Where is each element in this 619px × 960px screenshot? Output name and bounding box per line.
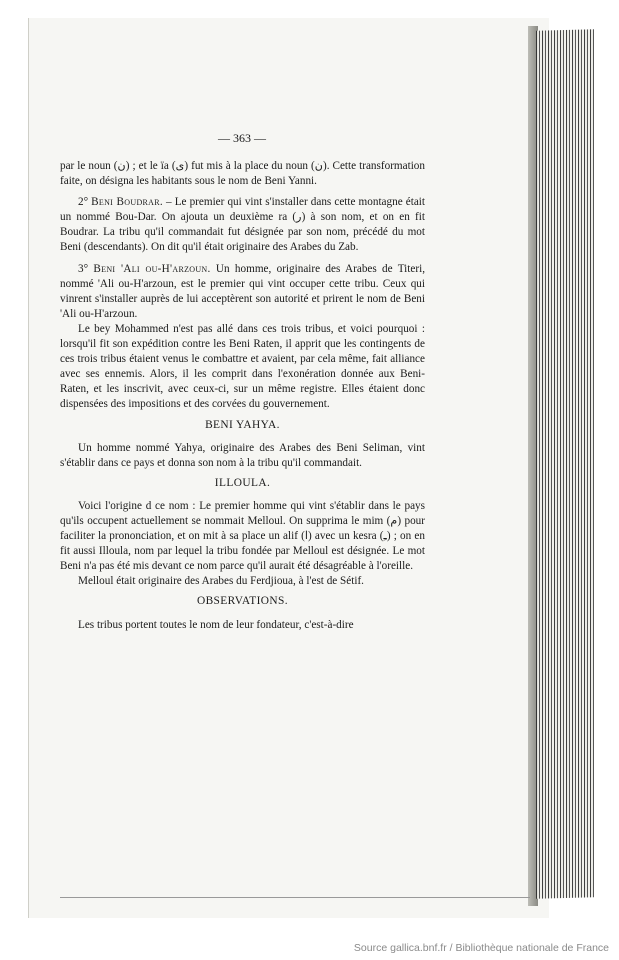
paragraph-6: Voici l'origine d ce nom : Le premier homme qui vint s'établir dans le pays qu'ils occupent actuellement se nommait Melloul. On supprima le mim (م) pour faciliter la prononciation, et on mit à sa place un alif (ا) avec un kesra (ـِ) ; on en fit aussi Illoula, nom par lequel la tribu fondée par Melloul est désignée. Le mot Beni n'a pas été mis devant ce nom parce qu'il aurait été désagréable à l'oreille. bbox=[60, 499, 425, 573]
book-page-edges bbox=[536, 29, 594, 899]
bottom-rule bbox=[60, 897, 530, 898]
section-title-beni-ali: Beni 'Ali ou-H'arzoun. bbox=[93, 262, 211, 275]
heading-beni-yahya: BENI YAHYA. bbox=[205, 418, 280, 431]
paragraph-3 bbox=[60, 262, 425, 322]
section-number-3: 3° bbox=[78, 262, 89, 275]
page-number: — 363 — bbox=[218, 131, 266, 145]
paragraph-2 bbox=[60, 195, 425, 255]
paragraph-7: Melloul était originaire des Arabes du Ferdjioua, à l'est de Sétif. bbox=[78, 575, 364, 588]
section-title-beni-boudrar: Beni Boudrar. bbox=[91, 196, 163, 209]
paragraph-2-text: – Le premier qui vint s'installer dans cette montagne était un nommé Bou-Dar. On ajouta un deuxième ra (ر) à son nom, et on en fit Boudrar. La tribu qu'il commandait fut désignée par son nom, précédé du mot Beni (descendants). On dit qu'il était originaire des Arabes du Zab. bbox=[60, 196, 426, 254]
section-number-2: 2° bbox=[78, 196, 89, 209]
paragraph-8: Les tribus portent toutes le nom de leur fondateur, c'est-à-dire bbox=[78, 618, 354, 631]
paragraph-1: par le noun (ن) ; et le ïa (ى) fut mis à la place du noun (ن). Cette transformation faite, on désigna les habitants sous le nom de Beni Yanni. bbox=[60, 160, 425, 188]
page-text bbox=[60, 126, 425, 633]
source-credit: Source gallica.bnf.fr / Bibliothèque nationale de France bbox=[353, 942, 609, 954]
paragraph-4: Le bey Mohammed n'est pas allé dans ces trois tribus, et voici pourquoi : lorsqu'il fit son expédition contre les Beni Raten, il apprit que les contingents de ces trois tribus étaient venus le combattre et avaient, par cela même, fait alliance avec ses ennemis. Alors, il les comprit dans l'exonération donnée aux Beni-Raten, et les inscrivit, avec ceux-ci, sur un même registre. Elles étaient donc dispensées des impositions et des corvées du gouvernement. bbox=[60, 322, 425, 411]
heading-observations: OBSERVATIONS. bbox=[196, 595, 289, 608]
paragraph-5: Un homme nommé Yahya, originaire des Arabes des Beni Seliman, vint s'établir dans ce pays et donna son nom à la tribu qu'il commandait. bbox=[60, 441, 425, 469]
heading-illoula: ILLOULA. bbox=[214, 476, 271, 489]
paragraph-3-text: Un homme, originaire des Arabes de Titeri, nommé 'Ali ou-H'arzoun, est le premier qui vint occuper cette tribu. Ceux qui vinrent s'installer auprès de lui acceptèrent son autorité et prirent le nom de Beni 'Ali ou-H'arzoun. bbox=[60, 262, 425, 320]
